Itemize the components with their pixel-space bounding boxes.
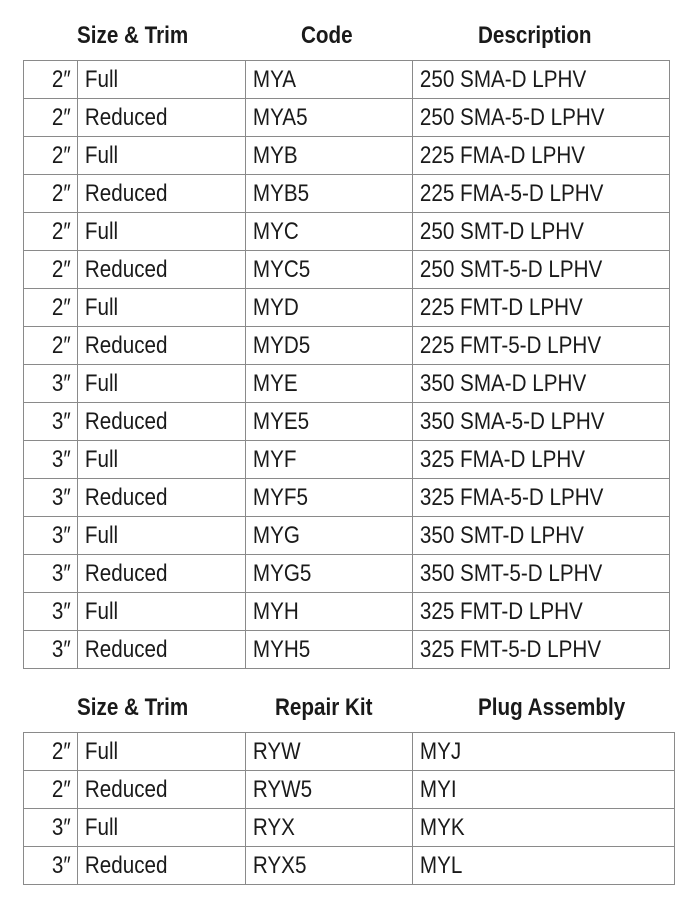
- cell-text: 2″: [52, 65, 71, 93]
- cell-description: [413, 137, 670, 175]
- cell-size: [24, 99, 78, 137]
- cell-text: 325 FMA-5-D LPHV: [419, 483, 604, 511]
- cell-size: [24, 631, 78, 669]
- cell-code: [246, 365, 413, 403]
- cell-text: MYE5: [252, 407, 310, 435]
- cell-text: 350 SMA-D LPHV: [419, 369, 587, 397]
- cell-size: [24, 213, 78, 251]
- cell-text: 2″: [52, 293, 71, 321]
- table-row: [24, 809, 675, 847]
- cell-size: [24, 479, 78, 517]
- cell-description: [413, 593, 670, 631]
- cell-description: [413, 251, 670, 289]
- cell-text: RYX: [252, 813, 295, 841]
- cell-text: Reduced: [84, 407, 168, 435]
- cell-text: MYA: [252, 65, 297, 93]
- code-table-section: [23, 22, 670, 669]
- cell-trim: [78, 403, 246, 441]
- cell-code: [246, 403, 413, 441]
- repair-table-header: [23, 694, 675, 732]
- cell-text: 3″: [52, 851, 71, 879]
- cell-text: Full: [84, 293, 119, 321]
- cell-text: 3″: [52, 369, 71, 397]
- cell-text: MYG5: [252, 559, 312, 587]
- table-row: [24, 733, 675, 771]
- cell-text: 3″: [52, 559, 71, 587]
- cell-text: MYJ: [419, 737, 462, 765]
- cell-text: MYF5: [252, 483, 308, 511]
- cell-trim: [78, 771, 246, 809]
- cell-plug-assembly: [413, 733, 675, 771]
- cell-text: MYL: [419, 851, 463, 879]
- cell-description: [413, 365, 670, 403]
- cell-code: [246, 175, 413, 213]
- table-row: [24, 631, 670, 669]
- cell-text: 2″: [52, 103, 71, 131]
- cell-description: [413, 403, 670, 441]
- cell-text: Full: [84, 141, 119, 169]
- table-row: [24, 213, 670, 251]
- cell-size: [24, 733, 78, 771]
- cell-text: 325 FMT-D LPHV: [419, 597, 583, 625]
- cell-text: MYH: [252, 597, 299, 625]
- cell-trim: [78, 733, 246, 771]
- cell-description: [413, 99, 670, 137]
- cell-text: 350 SMT-D LPHV: [419, 521, 584, 549]
- cell-size: [24, 251, 78, 289]
- cell-size: [24, 809, 78, 847]
- cell-text: Full: [84, 65, 119, 93]
- cell-trim: [78, 847, 246, 885]
- cell-trim: [78, 327, 246, 365]
- table-row: [24, 847, 675, 885]
- cell-text: 3″: [52, 521, 71, 549]
- cell-text: 350 SMA-5-D LPHV: [419, 407, 605, 435]
- cell-description: [413, 479, 670, 517]
- cell-text: 2″: [52, 775, 71, 803]
- cell-text: MYB: [252, 141, 298, 169]
- cell-description: [413, 555, 670, 593]
- header-size-trim: Size & Trim: [77, 694, 189, 721]
- header-description: Description: [478, 22, 592, 49]
- table-row: [24, 517, 670, 555]
- cell-text: 250 SMA-5-D LPHV: [419, 103, 605, 131]
- cell-size: [24, 403, 78, 441]
- cell-trim: [78, 479, 246, 517]
- cell-plug-assembly: [413, 809, 675, 847]
- table-row: [24, 99, 670, 137]
- cell-text: 225 FMA-5-D LPHV: [419, 179, 604, 207]
- cell-size: [24, 289, 78, 327]
- cell-code: [246, 479, 413, 517]
- cell-text: 350 SMT-5-D LPHV: [419, 559, 603, 587]
- cell-text: 225 FMA-D LPHV: [419, 141, 586, 169]
- cell-code: [246, 631, 413, 669]
- cell-text: Full: [84, 445, 119, 473]
- cell-trim: [78, 61, 246, 99]
- cell-description: [413, 631, 670, 669]
- cell-code: [246, 441, 413, 479]
- cell-size: [24, 327, 78, 365]
- cell-text: MYI: [419, 775, 457, 803]
- table-row: [24, 137, 670, 175]
- cell-text: MYK: [419, 813, 465, 841]
- table-row: [24, 593, 670, 631]
- cell-plug-assembly: [413, 771, 675, 809]
- code-table-header: [23, 22, 670, 60]
- cell-size: [24, 365, 78, 403]
- cell-text: 250 SMT-D LPHV: [419, 217, 584, 245]
- cell-text: 3″: [52, 407, 71, 435]
- cell-code: [246, 61, 413, 99]
- table-row: [24, 441, 670, 479]
- cell-text: Reduced: [84, 851, 168, 879]
- cell-text: RYW: [252, 737, 301, 765]
- code-table: [23, 60, 670, 669]
- cell-text: 225 FMT-5-D LPHV: [419, 331, 602, 359]
- table-row: [24, 289, 670, 327]
- cell-trim: [78, 555, 246, 593]
- repair-table-section: [23, 694, 675, 885]
- cell-text: MYE: [252, 369, 298, 397]
- cell-text: 2″: [52, 179, 71, 207]
- header-plug-assembly: Plug Assembly: [478, 694, 626, 721]
- cell-text: MYD: [252, 293, 299, 321]
- table-row: [24, 771, 675, 809]
- cell-description: [413, 213, 670, 251]
- cell-code: [246, 289, 413, 327]
- repair-table: [23, 732, 675, 885]
- cell-description: [413, 61, 670, 99]
- cell-trim: [78, 809, 246, 847]
- cell-code: [246, 327, 413, 365]
- cell-text: MYD5: [252, 331, 311, 359]
- cell-trim: [78, 99, 246, 137]
- cell-text: MYB5: [252, 179, 310, 207]
- cell-text: Full: [84, 369, 119, 397]
- cell-trim: [78, 175, 246, 213]
- table-row: [24, 403, 670, 441]
- cell-text: Full: [84, 813, 119, 841]
- cell-repair-kit: [246, 771, 413, 809]
- cell-size: [24, 593, 78, 631]
- cell-text: MYC: [252, 217, 299, 245]
- cell-repair-kit: [246, 847, 413, 885]
- table-row: [24, 61, 670, 99]
- header-size-trim: Size & Trim: [77, 22, 189, 49]
- cell-text: 2″: [52, 255, 71, 283]
- cell-text: RYW5: [252, 775, 313, 803]
- cell-text: MYF: [252, 445, 297, 473]
- cell-description: [413, 175, 670, 213]
- table-row: [24, 555, 670, 593]
- cell-text: RYX5: [252, 851, 307, 879]
- cell-text: 2″: [52, 331, 71, 359]
- cell-text: Reduced: [84, 559, 168, 587]
- cell-code: [246, 213, 413, 251]
- cell-text: 3″: [52, 813, 71, 841]
- cell-code: [246, 137, 413, 175]
- cell-text: 3″: [52, 597, 71, 625]
- cell-text: MYC5: [252, 255, 311, 283]
- cell-size: [24, 517, 78, 555]
- cell-trim: [78, 631, 246, 669]
- cell-trim: [78, 289, 246, 327]
- table-row: [24, 175, 670, 213]
- cell-text: 250 SMT-5-D LPHV: [419, 255, 603, 283]
- cell-repair-kit: [246, 733, 413, 771]
- cell-text: Full: [84, 521, 119, 549]
- cell-size: [24, 441, 78, 479]
- cell-text: Reduced: [84, 179, 168, 207]
- cell-trim: [78, 593, 246, 631]
- table-row: [24, 479, 670, 517]
- cell-text: Reduced: [84, 255, 168, 283]
- cell-size: [24, 555, 78, 593]
- cell-text: 2″: [52, 737, 71, 765]
- cell-text: 3″: [52, 445, 71, 473]
- cell-text: Reduced: [84, 775, 168, 803]
- cell-text: 3″: [52, 483, 71, 511]
- cell-text: 2″: [52, 217, 71, 245]
- cell-text: 250 SMA-D LPHV: [419, 65, 587, 93]
- cell-text: MYA5: [252, 103, 308, 131]
- cell-text: Full: [84, 737, 119, 765]
- cell-plug-assembly: [413, 847, 675, 885]
- cell-text: Reduced: [84, 483, 168, 511]
- table-row: [24, 365, 670, 403]
- cell-text: 3″: [52, 635, 71, 663]
- cell-description: [413, 441, 670, 479]
- cell-code: [246, 555, 413, 593]
- cell-text: MYH5: [252, 635, 311, 663]
- cell-text: Full: [84, 217, 119, 245]
- table-row: [24, 327, 670, 365]
- header-code: Code: [301, 22, 353, 49]
- cell-trim: [78, 251, 246, 289]
- cell-text: 325 FMA-D LPHV: [419, 445, 586, 473]
- cell-trim: [78, 441, 246, 479]
- cell-description: [413, 517, 670, 555]
- cell-size: [24, 61, 78, 99]
- cell-text: MYG: [252, 521, 300, 549]
- cell-size: [24, 771, 78, 809]
- cell-trim: [78, 365, 246, 403]
- cell-size: [24, 137, 78, 175]
- cell-code: [246, 517, 413, 555]
- cell-text: Full: [84, 597, 119, 625]
- cell-size: [24, 175, 78, 213]
- cell-text: Reduced: [84, 635, 168, 663]
- cell-description: [413, 327, 670, 365]
- cell-code: [246, 251, 413, 289]
- cell-text: Reduced: [84, 103, 168, 131]
- cell-text: 225 FMT-D LPHV: [419, 293, 583, 321]
- cell-code: [246, 99, 413, 137]
- cell-description: [413, 289, 670, 327]
- cell-text: 2″: [52, 141, 71, 169]
- cell-code: [246, 593, 413, 631]
- header-repair-kit: Repair Kit: [275, 694, 373, 721]
- cell-trim: [78, 137, 246, 175]
- cell-text: Reduced: [84, 331, 168, 359]
- table-row: [24, 251, 670, 289]
- cell-size: [24, 847, 78, 885]
- cell-trim: [78, 517, 246, 555]
- cell-trim: [78, 213, 246, 251]
- cell-repair-kit: [246, 809, 413, 847]
- cell-text: 325 FMT-5-D LPHV: [419, 635, 602, 663]
